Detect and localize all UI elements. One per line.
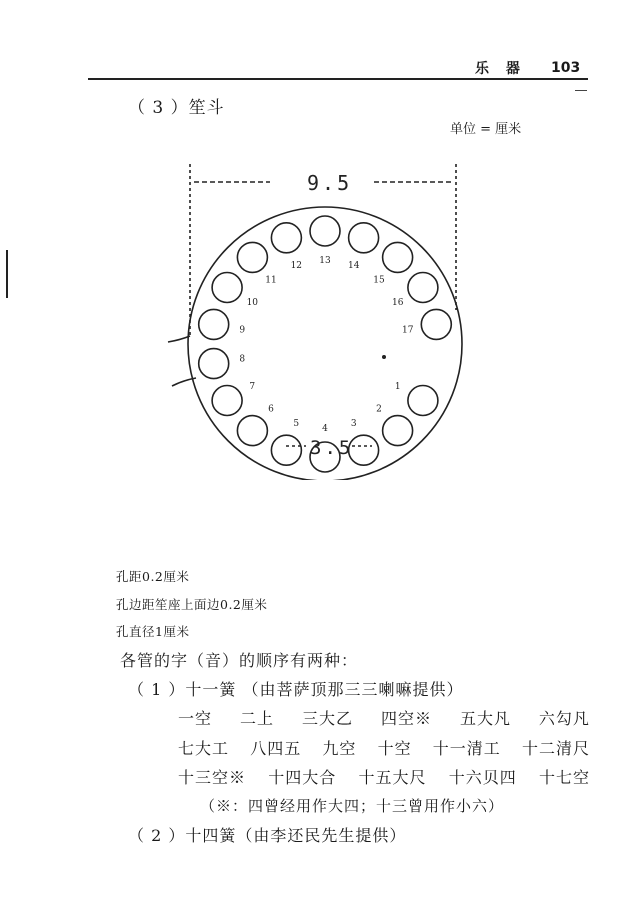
hole-number-label: 5 [293, 418, 300, 429]
sequence1-row3 [178, 765, 590, 788]
note-cell: 十一清工 [432, 739, 501, 758]
hole-number-label: 11 [265, 275, 277, 286]
note-cell: 十二清尺 [521, 739, 590, 758]
hole-number-label: 10 [246, 298, 259, 308]
hole-number-label: 15 [373, 275, 385, 286]
pipe-hole-10 [212, 273, 242, 303]
pipe-hole-1 [408, 386, 438, 416]
hole-number-label: 4 [322, 424, 328, 434]
hole-number-label: 16 [391, 298, 404, 308]
mouthpiece-curve-lower [172, 378, 196, 386]
hole-number-label: 8 [239, 354, 246, 365]
bottom-dimension-label: 3.5 [310, 437, 354, 459]
note-cell: 二上 [239, 709, 274, 728]
sequence2-title: （ 2 ）十四簧（由李还民先生提供） [128, 826, 407, 845]
running-title: 乐 器 [475, 61, 526, 77]
pipe-hole-2 [383, 416, 413, 446]
note-hole-edge-distance: 孔边距笙座上面边0.2厘米 [116, 597, 268, 612]
center-dot [382, 355, 386, 359]
pipe-hole-5 [271, 435, 301, 465]
header-rule-tick [575, 90, 587, 91]
note-cell: 一空 [178, 709, 213, 728]
header-rule [88, 78, 588, 80]
note-hole-spacing: 孔距0.2厘米 [116, 569, 190, 584]
note-cell: 九空 [322, 739, 357, 758]
pipe-hole-17 [421, 309, 451, 339]
note-cell: 十空 [377, 739, 412, 758]
note-cell: 十三空※ [178, 768, 247, 787]
pipe-hole-11 [237, 242, 267, 272]
pipe-hole-9 [199, 309, 229, 339]
section-title: （ 3 ）笙斗 [128, 98, 225, 118]
note-cell: 十五大尺 [358, 768, 427, 787]
pipe-hole-7 [212, 386, 242, 416]
note-cell: 五大凡 [459, 709, 511, 728]
sequence1-row2 [178, 736, 590, 759]
pipe-hole-13 [310, 216, 340, 246]
pipe-hole-15 [383, 242, 413, 272]
note-cell: 七大工 [178, 739, 230, 758]
margin-mark [6, 250, 8, 298]
sheng-dou-diagram [160, 150, 500, 480]
note-cell: 十六贝四 [448, 768, 517, 787]
note-cell: 三大乙 [301, 709, 353, 728]
pipe-hole-14 [349, 223, 379, 253]
hole-number-label: 6 [268, 404, 274, 415]
hole-number-label: 12 [290, 261, 303, 272]
pipe-hole-8 [199, 349, 229, 379]
note-cell: 十七空 [538, 768, 590, 787]
top-dimension-label: 9.5 [307, 171, 353, 195]
pipe-hole-16 [408, 273, 438, 303]
page-number: 103 [551, 60, 581, 76]
hole-number-label: 1 [394, 382, 401, 392]
mouthpiece-curve-upper [168, 336, 190, 342]
hole-number-label: 2 [376, 404, 382, 415]
note-cell: 十四大合 [268, 768, 337, 787]
note-cell: 八四五 [250, 739, 302, 758]
note-hole-diameter: 孔直径1厘米 [116, 624, 190, 639]
note-cell: 六勾凡 [538, 709, 590, 728]
note-cell: 四空※ [380, 709, 432, 728]
pipe-hole-6 [237, 416, 267, 446]
hole-number-label: 14 [347, 261, 360, 272]
intro-line: 各管的字（音）的顺序有两种： [120, 651, 359, 670]
hole-number-label: 7 [249, 382, 256, 392]
hole-number-label: 13 [319, 256, 331, 266]
sequence1-title: （ 1 ）十一簧 （由菩萨顶那三三喇嘛提供） [128, 680, 464, 699]
hole-number-label: 9 [239, 325, 246, 336]
hole-number-label: 17 [401, 325, 414, 336]
unit-note: 单位 = 厘米 [450, 122, 522, 137]
pipe-hole-12 [271, 223, 301, 253]
sequence1-row1 [178, 706, 590, 729]
sequence1-footnote: （※：四曾经用作大四；十三曾用作小六） [200, 797, 505, 815]
hole-number-label: 3 [350, 418, 357, 429]
